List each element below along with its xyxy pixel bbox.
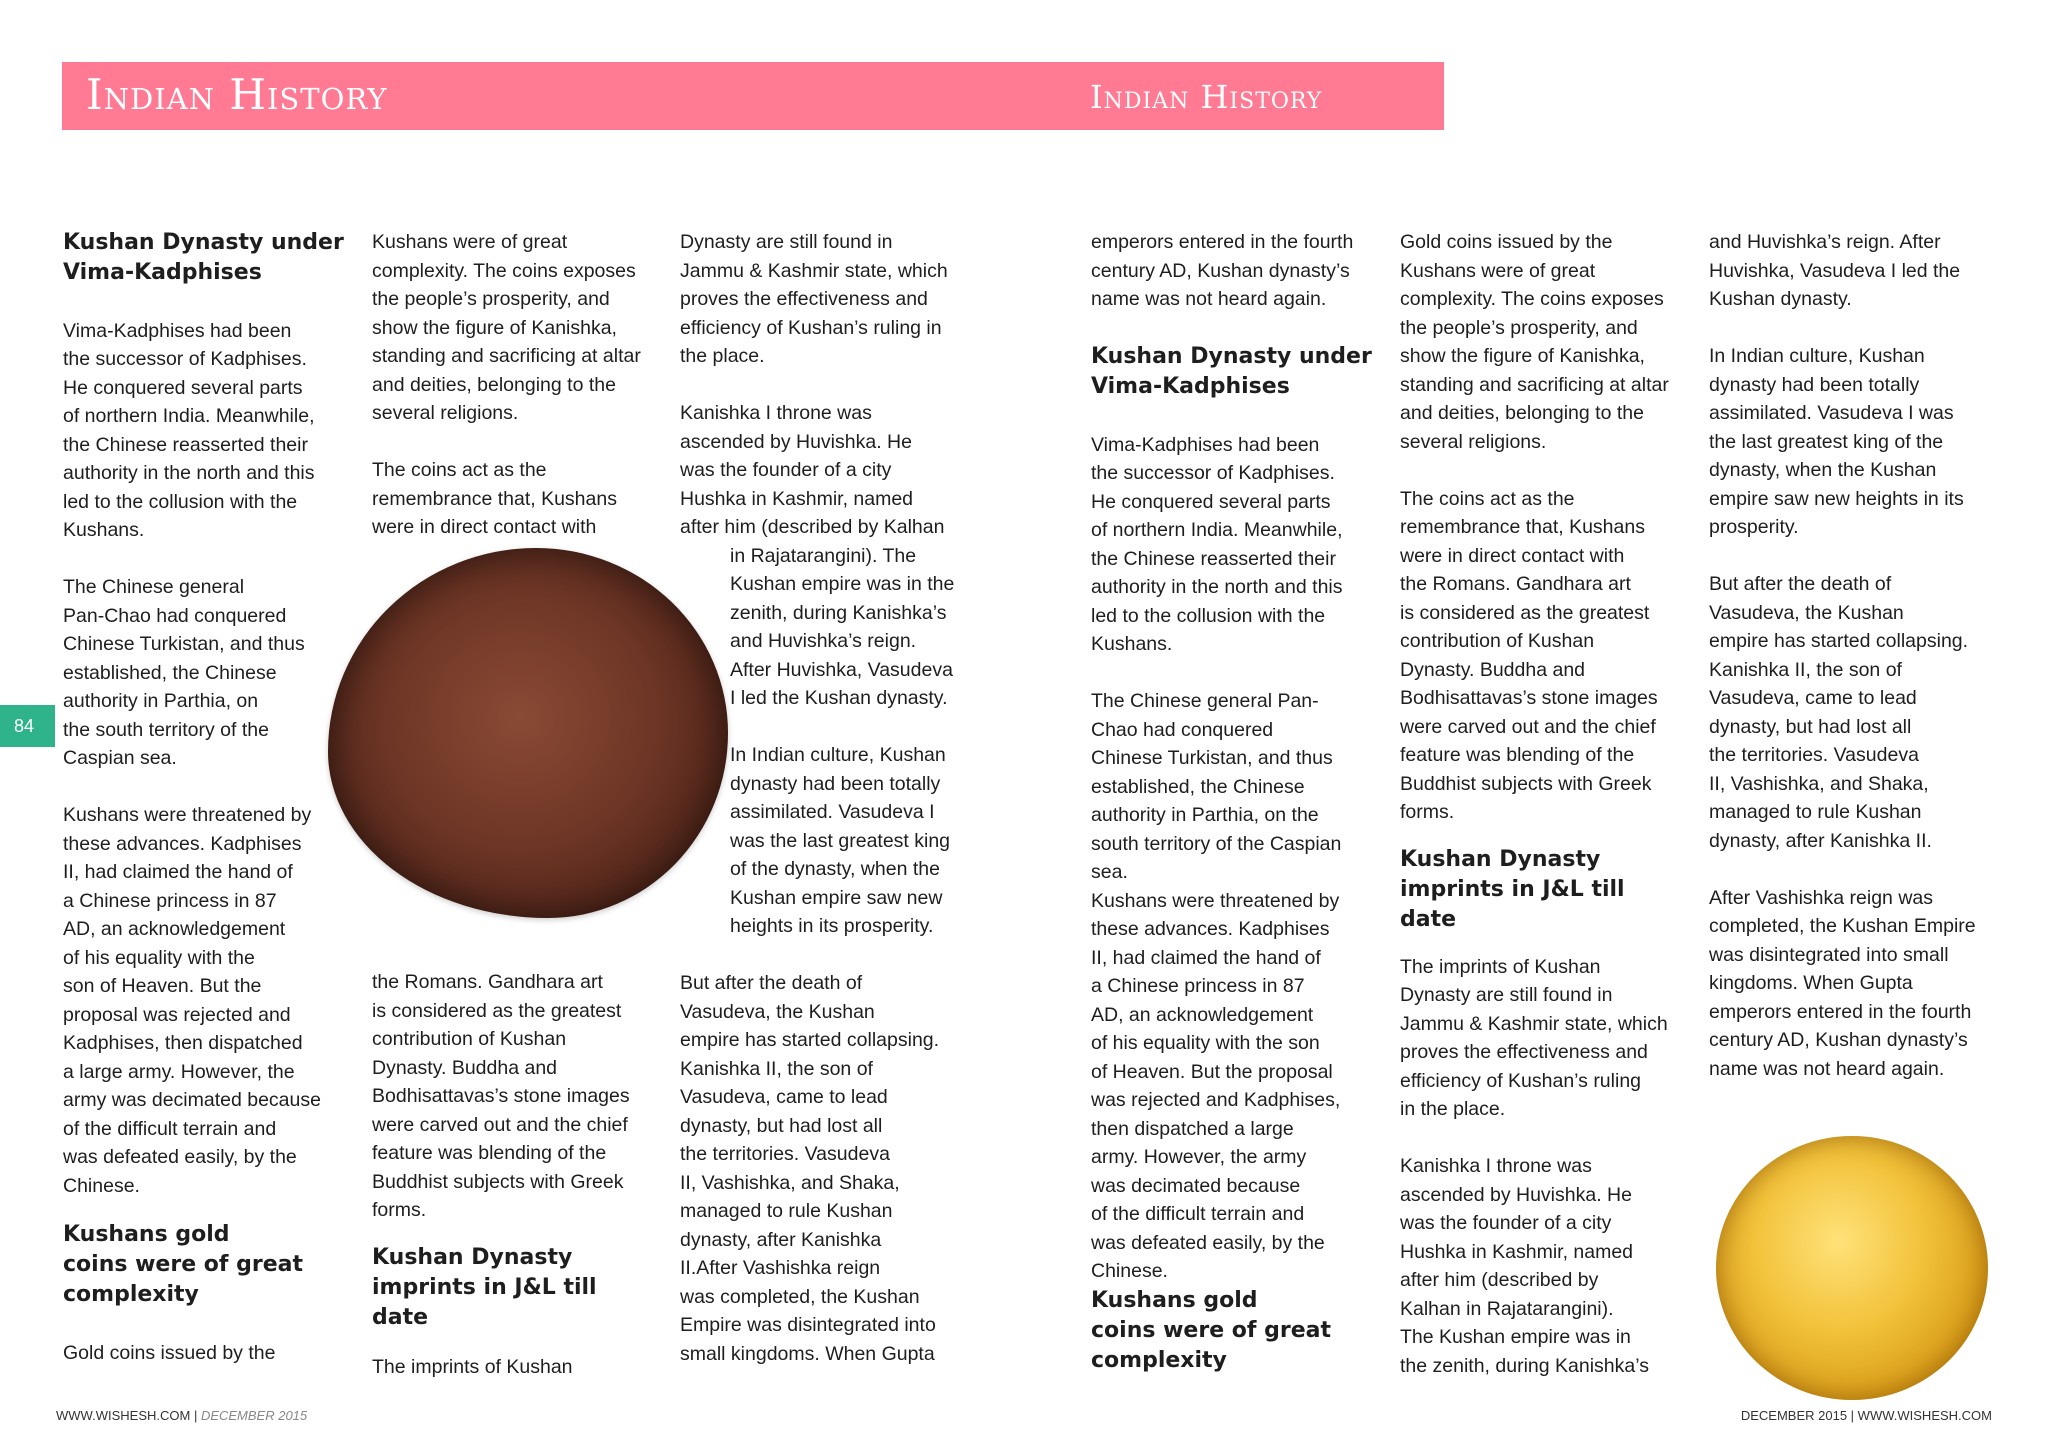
column-1 xyxy=(63,228,353,1367)
paragraph: After Vashishka reign was completed, the Kushan Empire was disintegrated into small kingdoms. When Gupta emperors entered in the fourth century AD, Kushan dynasty’s name was not heard again. xyxy=(1709,886,1976,1080)
paragraph: Vima-Kadphises had been the successor of Kadphises. He conquered several parts of northern India. Meanwhile, the Chinese reasserted their authority in the north and this led to the collusion with the Kushans. xyxy=(1091,433,1343,655)
paragraph: Dynasty are still found in Jammu & Kashmir state, which proves the effectiveness and efficiency of Kushan’s ruling in the place. xyxy=(680,231,948,367)
section-title-left: Indian History xyxy=(86,70,388,119)
footer-separator: | xyxy=(190,1408,201,1423)
paragraph: The coins act as the remembrance that, Kushans were in direct contact with xyxy=(372,459,617,538)
column-3 xyxy=(680,228,980,1368)
heading-jk-imprints: Kushan Dynasty imprints in J&L till date xyxy=(372,1244,597,1330)
heading-gold-coins: Kushans gold coins were of great complexity xyxy=(63,1222,304,1307)
paragraph: Kanishka I throne was ascended by Huvishka. He was the founder of a city Hushka in Kashmir, named after him (described by Kalhan xyxy=(680,402,945,538)
paragraph: emperors entered in the fourth century AD, Kushan dynasty’s name was not heard again. xyxy=(1091,231,1354,310)
paragraph: But after the death of Vasudeva, the Kushan empire has started collapsing. Kanishka II, the son of Vasudeva, came to lead dynasty, but had lost all the territories. Vasudeva II, Vashishka, and Shaka, managed to rule Kushan dynasty, after Kanishka II.After Vashishka reign was completed, the Kushan Empire was disintegrated into small kingdoms. When Gupta xyxy=(680,972,940,1365)
section-title-right: Indian History xyxy=(1090,78,1323,116)
heading-vima-kadphises: Kushan Dynasty under Vima-Kadphises xyxy=(63,230,344,285)
column-4 xyxy=(1091,228,1381,1376)
section-banner xyxy=(62,62,1444,130)
footer-left xyxy=(56,1408,307,1423)
paragraph: Gold coins issued by the xyxy=(63,1341,276,1364)
paragraph: Vima-Kadphises had been the successor of Kadphises. He conquered several parts of northern India. Meanwhile, the Chinese reasserted their authority in the north and this led to the collusion with the Kushans. xyxy=(63,319,315,541)
paragraph: The Chinese general Pan-Chao had conquered Chinese Turkistan, and thus established, the Chinese authority in Parthia, on the south territory of the Caspian sea. xyxy=(63,576,305,769)
paragraph: But after the death of Vasudeva, the Kushan empire has started collapsing. Kanishka II, the son of Vasudeva, came to lead dynasty, but had lost all the territories. Vasudeva II, Vashishka, and Shaka, managed to rule Kushan dynasty, after Kanishka II. xyxy=(1709,573,1969,852)
kushan-bronze-coin-image xyxy=(328,548,728,918)
footer-date: DECEMBER 2015 xyxy=(200,1408,308,1423)
paragraph: Kanishka I throne was ascended by Huvishka. He was the founder of a city Hushka in Kashmir, named after him (described by Kalhan in Rajatarangini). The Kushan empire was in the zenith, during Kanishka’s xyxy=(1400,1155,1649,1377)
heading-jk-imprints-2: Kushan Dynasty imprints in J&L till date xyxy=(1400,846,1625,932)
paragraph: The imprints of Kushan Dynasty are still found in Jammu & Kashmir state, which proves the effectiveness and efficiency of Kushan’s ruling in the place. xyxy=(1400,955,1668,1120)
heading-gold-coins-2: Kushans gold coins were of great complexity xyxy=(1091,1287,1332,1373)
paragraph: the Romans. Gandhara art is considered as the greatest contribution of Kushan Dynasty. Buddha and Bodhisattavas’s stone images were carved out and the chief feature was blending of the Buddhist subjects with Greek forms. xyxy=(372,971,630,1221)
paragraph: and Huvishka’s reign. After Huvishka, Vasudeva I led the Kushan dynasty. xyxy=(1709,231,1961,310)
paragraph: The imprints of Kushan xyxy=(372,1355,573,1378)
column-2-lower xyxy=(372,968,654,1381)
paragraph: The Chinese general Pan- Chao had conquered Chinese Turkistan, and thus established, the Chinese authority in Parthia, on the south territory of the Caspian sea. Kushans were threatened by these advances. Kadphises II, had claimed the hand of a Chinese princess in 87 AD, an acknowledgement of his equality with the son of Heaven. But the proposal was rejected and Kadphises, then dispatched a large army. However, the army was decimated because of the difficult terrain and was defeated easily, by the Chinese. xyxy=(1091,690,1342,1282)
column-5 xyxy=(1400,228,1700,1380)
paragraph: In Indian culture, Kushan dynasty had been totally assimilated. Vasudeva I was the last greatest king of the dynasty, when the Kushan empire saw new heights in its prosperity. xyxy=(730,744,951,937)
paragraph: The coins act as the remembrance that, Kushans were in direct contact with the Romans. Gandhara art is considered as the greatest contribution of Kushan Dynasty. Buddha and Bodhisattavas’s stone images were carved out and the chief feature was blending of the Buddhist subjects with Greek forms. xyxy=(1400,487,1658,823)
paragraph: Gold coins issued by the Kushans were of great complexity. The coins exposes the people’s prosperity, and show the figure of Kanishka, standing and sacrificing at altar and deities, belonging to the several religions. xyxy=(1400,231,1669,453)
paragraph: Kushans were threatened by these advances. Kadphises II, had claimed the hand of a Chinese princess in 87 AD, an acknowledgement of his equality with the son of Heaven. But the proposal was rejected and Kadphises, then dispatched a large army. However, the army was decimated because of the difficult terrain and was defeated easily, by the Chinese. xyxy=(63,804,321,1197)
kushan-gold-coin-image xyxy=(1716,1136,1988,1400)
column-6 xyxy=(1709,228,2009,1083)
footer-website-link[interactable]: WWW.WISHESH.COM xyxy=(56,1408,191,1423)
page-number: 84 xyxy=(0,705,55,747)
footer-right: DECEMBER 2015 | WWW.WISHESH.COM xyxy=(1740,1408,1992,1423)
paragraph: in Rajatarangini). The Kushan empire was in the zenith, during Kanishka’s and Huvishka’s reign. After Huvishka, Vasudeva I led the Kushan dynasty. xyxy=(730,544,955,709)
column-2 xyxy=(372,228,654,542)
paragraph: In Indian culture, Kushan dynasty had been totally assimilated. Vasudeva I was the last greatest king of the dynasty, when the Kushan empire saw new heights in its prosperity. xyxy=(1709,345,1964,538)
heading-vima-kadphises-2: Kushan Dynasty under Vima-Kadphises xyxy=(1091,344,1372,399)
paragraph: Kushans were of great complexity. The coins exposes the people’s prosperity, and show the figure of Kanishka, standing and sacrificing at altar and deities, belonging to the several religions. xyxy=(372,231,641,424)
